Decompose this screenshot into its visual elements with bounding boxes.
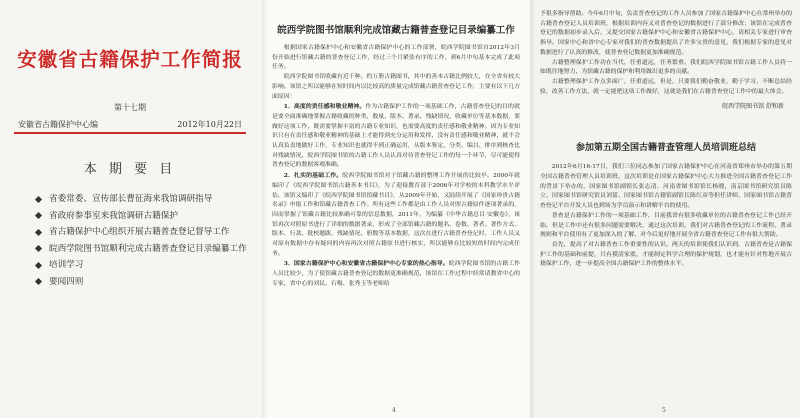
page-gutter-shadow: [262, 0, 268, 418]
section-heading: 3．国家古籍保护中心和安徽省古籍保护中心专家的热心指导。: [283, 260, 449, 268]
publisher-row: [8, 119, 252, 132]
cover-page: [0, 0, 262, 418]
diamond-bullet-icon: [35, 212, 42, 219]
article-page-4: [262, 0, 530, 418]
contents-item: 省委常委、宣传部长曹征海来我馆调研指导: [36, 191, 252, 208]
diamond-bullet-icon: [35, 196, 42, 203]
publisher-name: 安徽省古籍保护中心编: [18, 120, 98, 129]
article-title: 皖西学院图书馆顺利完成馆藏古籍普查登记目录编纂工作: [277, 25, 515, 36]
diamond-bullet-icon: [35, 245, 42, 252]
diamond-bullet-icon: [35, 229, 42, 236]
article-paragraph: 皖西学院图书馆收藏有近千种、约万册古籍图书，其中的善本古籍比例较大，在全省有较大影响。该馆之所以能够在短时间内以比较高的质量完成馆藏古籍普查登记工作，主要有以下几方面原因：: [272, 74, 520, 100]
article-paragraph: 3．国家古籍保护中心和安徽省古籍保护中心专家的热心指导。皖西学院图书馆的古籍工作人员比较少，为了使馆藏古籍普查登记的数据更准确规范，该馆在工作过程中经常请教省中心的专家，省中心的刘民、石梅、张秀玉等老师给: [272, 260, 520, 287]
page-number: 5: [662, 407, 666, 414]
section-heading: 1．高度的责任感和敬业精神。: [283, 103, 366, 111]
article-signature: 皖西学院图书馆 舒和新: [722, 103, 784, 111]
report-title: 参加第五期全国古籍普查管理人员培训班总结: [575, 143, 756, 154]
article-paragraph: 古籍整理保护工作功在当代，任重道远，任务繁重。我们皖西学院图书馆古籍工作人员将一如既往地努力，为馆藏古籍的保护和利用做出更多的贡献。: [540, 59, 792, 76]
contents-item: 省政府参事室来我馆调研古籍保护: [36, 208, 252, 225]
contents-item: 省古籍保护中心组织开展古籍普查登记督导工作: [36, 224, 252, 241]
article-paragraph: 2．扎实的基础工作。皖西学院图书馆对于馆藏古籍的整理工作开展的比较早。2000年就编印了《皖西学院图书馆古籍善本书目》，为了迎接教育部于2006年对学校的本科教学水平评估，该馆又编印了《皖西学院图书馆馆藏书目》，从2009年开始，又陆续开展了《国家珍贵古籍名录》申报工作和馆藏古籍普查工作。所有这些工作都是由工作人员对照古籍原件逐项著录的，因而掌握了馆藏古籍比较准确可靠的信息数据，2011年，为编纂《中华古籍总目·安徽卷》，该馆再次对照原书进行了详细的数据著录，形成了全部馆藏古籍的题名、卷数、著者、著作方式、版本、行款、批校题跋、残缺情况、册数等基本数据，这次在进行古籍普查登记时，工作人员又对原有数据中存有疑问的内容再次对照古籍原书进行核实，所以能够在比较短的时间内完成任务。: [272, 172, 520, 257]
diamond-bullet-icon: [35, 262, 42, 269]
masthead-rule: [14, 132, 246, 134]
section-heading: 2．扎实的基础工作。: [283, 172, 343, 180]
article-paragraph: 根据国家古籍保护中心和安徽省古籍保护中心的工作部署，皖西学院图书馆自2012年3月份开始进行馆藏古籍的普查登记工作，经过三个月紧张有序的工作，到6月中旬基本完成了此项任务。: [272, 45, 520, 71]
report-paragraph: 2012年6月16-17日，我们三位同志参加了国家古籍保护中心在河南省郑州市举办的第五期全国古籍普查管理人员培训班，这次培训是在国家古籍保护中心大力推进全国古籍普查登记工作的背景下举办的，国家图书馆副馆长张志清、河南省图书馆馆长杨晓，南京图书馆研究馆员陈立、国家图书馆研究馆员刘蔷、国家图书馆古籍馆副馆长陈红彦等担任讲师，国家图书馆古籍普查登记平台开发人员也到场为学员演示和讲解平台的使用。: [540, 164, 792, 210]
article-page-5: [530, 0, 800, 418]
masthead-title: 安徽省古籍保护工作简报: [17, 48, 243, 71]
report-paragraph: 首先，提高了对古籍普查工作重要性的认识。两天的培训使我们认识到，古籍普查是古籍保护工作的基础和前提，只有摸清家底，才能制定科学合理的保护规划，也才能有针对性地开展古籍保护工作，进一步提高全国古籍保护工作的整体水平。: [540, 241, 792, 268]
contents-heading: 本 期 要 目: [83, 162, 177, 177]
page-gutter-shadow: [530, 0, 536, 418]
article-paragraph: 予很多指导帮助。今年6月中旬，负责普查登记的工作人员参加了国家古籍保护中心在常州举办的古籍普查登记人员培训班，根据培训内容又对普查登记的数据进行了部分修改；该馆在完成普查登记的数据初步录入后，又提交国家古籍保护中心和安徽省古籍保护中心，请相关专家进行审查指导。国家中心和省中心专家对我们的普查数据提出了许多宝贵的意见，我们根据专家的意见对数据进行了认真的修改，使普查登记数据更加准确规范。: [540, 11, 792, 56]
issue-number: 第十七期: [114, 103, 146, 112]
article-paragraph: 1．高度的责任感和敬业精神。作为古籍保护工作的一项基础工作，古籍普查登记的目的就是要全面准确地掌握古籍收藏的种类、数量、版本、著录、残缺情况，收藏单位等基本数据，要做好这项工作，既需要掌握丰富的古籍专业知识，也需要高度的责任感和敬业精神。因为专业知识只有在责任感和敬业精神的基础上才能得到充分运用和发挥，没有责任感和敬业精神，就不会认真负责地做好工作，专业知识也就得不到正确运用，从版本鉴定、分类、编目、排序到核查比对残缺情况，皖西学院图书馆的古籍工作人员认真对待普查登记工作的每一个环节，尽可能使得普查登记的数据客观准确。: [272, 103, 520, 169]
contents-item: 皖西学院图书馆顺利完成古籍普查登记目录编纂工作: [36, 241, 252, 258]
article-paragraph: 古籍整理保护工作点多面广，任重道远，但是，只要我们勤奋敬业，勤于学习，不断总结经验，改善工作方法，就一定能把这项工作做好，这就是我们在古籍普查登记工作中的最大体会。: [540, 78, 792, 95]
diamond-bullet-icon: [35, 278, 42, 285]
issue-date: 2012年10月22日: [177, 120, 242, 129]
contents-item: 要闻四则: [36, 274, 252, 291]
report-paragraph: 普查是古籍保护工作的一项基础工作，目前我省有很多收藏单位的古籍普查登记工作已经开始，但是工作中还有很多问题需要解决，通过这次培训，我们对古籍普查登记的工作流程、著录规则和平台使用有了更加深入的了解，对今后更好地开展全省古籍普查登记工作有很大帮助。: [540, 212, 792, 239]
contents-item: 培训学习: [36, 257, 252, 274]
contents-list: [8, 191, 252, 290]
page-number: 4: [392, 407, 396, 414]
